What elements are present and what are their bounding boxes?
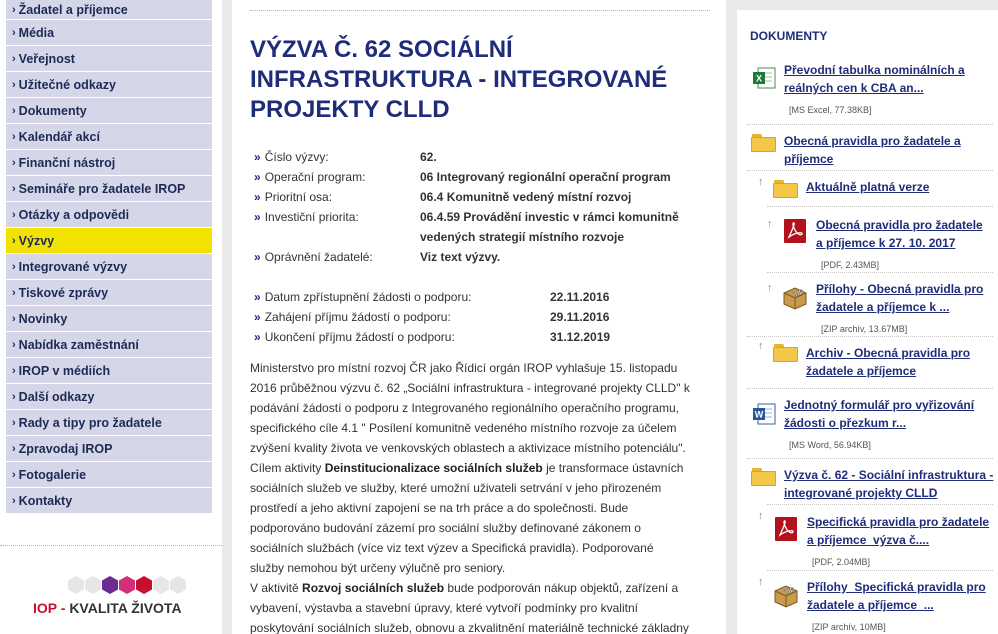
date-label: » Zahájení příjmu žádostí o podporu: — [254, 310, 451, 324]
folder-link[interactable]: Archiv - Obecná pravidla pro žadatele a příjemce — [806, 346, 971, 378]
divider — [767, 272, 993, 273]
pdf-icon — [773, 516, 799, 542]
paragraph: V aktivitě Rozvoj sociálních služeb bude podporován nákup objektů, zařízení a vybavení, výstavba a stavební úpravy, které vytvoří podmínky pro kvalitní poskytování sociálních služeb, obnovu a zkvalitnění materiálně technické základny — [250, 581, 689, 634]
logo-hex-icon — [136, 576, 152, 594]
chevron-right-icon: › — [12, 52, 16, 65]
info-label: » Číslo výzvy: — [254, 150, 329, 164]
chevron-right-icon: › — [12, 156, 16, 169]
chevron-right-icon: › — [12, 182, 16, 195]
chevron-right-icon: › — [12, 364, 16, 377]
word-icon — [751, 401, 777, 427]
document-link[interactable]: Jednotný formulář pro vyřizování žádosti o přezkum r... — [784, 398, 975, 430]
date-label: » Ukončení příjmu žádostí o podporu: — [254, 330, 455, 344]
document-item — [784, 396, 989, 450]
sidebar-item-kalendar[interactable]: › Kalendář akcí — [6, 124, 212, 150]
sidebar-item-dokumenty[interactable]: › Dokumenty — [6, 98, 212, 124]
logo-hex-icon — [102, 576, 118, 594]
paragraph: Cílem aktivity Deinstitucionalizace sociálních služeb je transformace ústavních sociálních služeb ve služby, které umožní uživateli setrvání v jeho přirozeném prostředí a jeho aktivní zapojení se na trh práce a do společnosti. Bude podporováno budování zázemí pro sociální služby definované zákonem o sociálních službách (více viz text výzev a Specifická pravidla). Podporované služby nemohou být určeny výlučně pro seniory. — [250, 461, 684, 575]
documents-heading: DOKUMENTY — [750, 29, 828, 43]
chevron-right-icon: › — [12, 390, 16, 403]
document-link[interactable]: Přílohy - Obecná pravidla pro žadatele a příjemce k ... — [816, 282, 984, 314]
logo-hex-icon — [170, 576, 186, 594]
date-value: 29.11.2016 — [550, 310, 610, 324]
info-label: » Investiční priorita: — [254, 210, 359, 224]
sidebar-item-nabidka[interactable]: › Nabídka zaměstnání — [6, 332, 212, 358]
date-label: » Datum zpřístupnění žádosti o podporu: — [254, 290, 472, 304]
divider — [767, 504, 993, 505]
chevron-right-icon: › — [12, 3, 16, 16]
chevron-right-icon: › — [12, 338, 16, 351]
chevron-right-icon: › — [12, 26, 16, 39]
iop-logo[interactable] — [28, 572, 198, 622]
sidebar-item-otazky[interactable]: › Otázky a odpovědi — [6, 202, 212, 228]
document-item — [784, 61, 989, 115]
chevron-right-icon: › — [12, 494, 16, 507]
chevron-right-icon: › — [12, 234, 16, 247]
document-meta: [ZIP archív, 13.67MB] — [821, 324, 908, 334]
tree-branch-icon: ↑ — [767, 282, 773, 294]
info-value: 06.4.59 Provádění investic v rámci komunitně vedených strategií místního rozvoje — [420, 210, 679, 244]
svg-text:ZIP: ZIP — [792, 288, 805, 299]
sidebar-item-vyzvy[interactable]: › Výzvy — [6, 228, 212, 254]
double-chevron-icon: » — [254, 310, 261, 324]
sidebar-item-verejnost[interactable]: › Veřejnost — [6, 46, 212, 72]
folder-icon — [773, 180, 798, 198]
documents-panel — [737, 10, 998, 634]
info-value: 06 Integrovaný regionální operační program — [420, 170, 671, 184]
double-chevron-icon: » — [254, 330, 261, 344]
date-value: 31.12.2019 — [550, 330, 611, 344]
chevron-right-icon: › — [12, 442, 16, 455]
sidebar-item-tiskove-zpravy[interactable]: › Tiskové zprávy — [6, 280, 212, 306]
info-label: » Oprávnění žadatelé: — [254, 250, 373, 264]
document-item — [807, 578, 992, 632]
tree-branch-icon: ↑ — [758, 576, 764, 588]
main-content — [232, 0, 726, 634]
logo-hex-icon — [119, 576, 135, 594]
chevron-right-icon: › — [12, 130, 16, 143]
sidebar-item-financni-nastroj[interactable]: › Finanční nástroj — [6, 150, 212, 176]
divider — [747, 458, 993, 459]
zip-icon — [773, 582, 799, 608]
sidebar-item-irop-v-mediich[interactable]: › IROP v médiích — [6, 358, 212, 384]
tree-branch-icon: ↑ — [758, 340, 764, 352]
svg-text:ZIP: ZIP — [783, 586, 796, 597]
double-chevron-icon: » — [254, 170, 261, 184]
sidebar-item-zpravodaj[interactable]: › Zpravodaj IROP — [6, 436, 212, 462]
chevron-right-icon: › — [12, 104, 16, 117]
divider — [250, 10, 710, 11]
chevron-right-icon: › — [12, 78, 16, 91]
folder-item — [784, 466, 994, 502]
sidebar-item-integrovane-vyzvy[interactable]: › Integrované výzvy — [6, 254, 212, 280]
document-meta: [MS Word, 56.94KB] — [789, 440, 871, 450]
logo-hex-icon — [85, 576, 101, 594]
logo-hex-icon — [68, 576, 84, 594]
excel-icon — [751, 65, 777, 91]
left-sidebar — [0, 0, 222, 634]
svg-text:X: X — [755, 73, 763, 84]
tree-branch-icon: ↑ — [758, 176, 764, 188]
info-label: » Operační program: — [254, 170, 366, 184]
tree-branch-icon: ↑ — [767, 218, 773, 230]
document-link[interactable]: Obecná pravidla pro žadatele a příjemce k 27. 10. 2017 — [816, 218, 983, 250]
chevron-right-icon: › — [12, 208, 16, 221]
divider — [767, 570, 993, 571]
call-description — [250, 358, 690, 634]
chevron-right-icon: › — [12, 312, 16, 325]
sidebar-item-kontakty[interactable]: › Kontakty — [6, 488, 212, 514]
document-link[interactable]: Specifická pravidla pro žadatele a příjemce_výzva č.... — [807, 515, 990, 547]
double-chevron-icon: » — [254, 250, 261, 264]
folder-icon — [773, 344, 798, 362]
sidebar-item-media[interactable]: › Média — [6, 20, 212, 46]
folder-link[interactable]: Aktuálně platná verze — [806, 180, 930, 194]
info-value: 06.4 Komunitně vedený místní rozvoj — [420, 190, 632, 204]
paragraph: Ministerstvo pro místní rozvoj ČR jako Řídicí orgán IROP vyhlašuje 15. listopadu 2016 průběžnou výzvu č. 62 „Sociální infrastruktura - integrované projekty CLLD" k podávání žádostí o podporu z Integrovaného regionálního operačního programu, specifického cíle 4.1 " Posílení komunitně vedeného místního rozvoje za účelem zvýšení kvality života ve venkovských oblastech a aktivizace místního potenciálu". — [250, 361, 690, 455]
chevron-right-icon: › — [12, 468, 16, 481]
divider — [747, 170, 993, 171]
info-value: Viz text výzvy. — [420, 250, 501, 264]
folder-item — [784, 132, 989, 168]
folder-link[interactable]: Výzva č. 62 - Sociální infrastruktura - integrované projekty CLLD — [784, 468, 994, 500]
document-meta: [ZIP archív, 10MB] — [812, 622, 886, 632]
double-chevron-icon: » — [254, 150, 261, 164]
sidebar-item-rady[interactable]: › Rady a tipy pro žadatele — [6, 410, 212, 436]
svg-text:W: W — [754, 409, 764, 420]
page-title: VÝZVA Č. 62 SOCIÁLNÍ INFRASTRUKTURA - INTEGROVANÉ PROJEKTY CLLD — [250, 36, 668, 123]
document-link[interactable]: Přílohy_Specifická pravidla pro žadatele a příjemce_... — [807, 580, 986, 612]
chevron-right-icon: › — [12, 260, 16, 273]
divider — [747, 124, 993, 125]
folder-icon — [751, 468, 776, 486]
sidebar-item-novinky[interactable]: › Novinky — [6, 306, 212, 332]
document-link[interactable]: Převodní tabulka nominálních a reálných cen k CBA an... — [784, 63, 965, 95]
sidebar-item-seminare[interactable]: › Semináře pro žadatele IROP — [6, 176, 212, 202]
document-meta: [MS Excel, 77.38KB] — [789, 105, 872, 115]
divider — [747, 336, 993, 337]
logo-text: IOP - KVALITA ŽIVOTA — [33, 600, 182, 616]
sidebar-item-dalsi-odkazy[interactable]: › Další odkazy — [6, 384, 212, 410]
info-label: » Prioritní osa: — [254, 190, 333, 204]
divider — [747, 388, 993, 389]
chevron-right-icon: › — [12, 286, 16, 299]
document-item — [807, 513, 992, 567]
divider — [767, 206, 993, 207]
document-item — [816, 216, 991, 270]
folder-icon — [751, 134, 776, 152]
sidebar-nav — [6, 0, 212, 514]
sidebar-item-zadatel[interactable]: › Žadatel a příjemce — [6, 0, 212, 20]
folder-item — [806, 344, 991, 380]
sidebar-item-fotogalerie[interactable]: › Fotogalerie — [6, 462, 212, 488]
info-value: 62. — [420, 150, 437, 164]
double-chevron-icon: » — [254, 210, 261, 224]
folder-link[interactable]: Obecná pravidla pro žadatele a příjemce — [784, 134, 961, 166]
folder-item — [806, 178, 991, 196]
sidebar-item-odkazy[interactable]: › Užitečné odkazy — [6, 72, 212, 98]
chevron-right-icon: › — [12, 416, 16, 429]
double-chevron-icon: » — [254, 290, 261, 304]
double-chevron-icon: » — [254, 190, 261, 204]
tree-branch-icon: ↑ — [758, 510, 764, 522]
date-value: 22.11.2016 — [550, 290, 610, 304]
pdf-icon — [782, 218, 808, 244]
logo-hex-icon — [153, 576, 169, 594]
zip-icon — [782, 284, 808, 310]
document-item — [816, 280, 991, 334]
document-meta: [PDF, 2.43MB] — [821, 260, 880, 270]
divider — [0, 545, 222, 546]
document-meta: [PDF, 2.04MB] — [812, 557, 871, 567]
